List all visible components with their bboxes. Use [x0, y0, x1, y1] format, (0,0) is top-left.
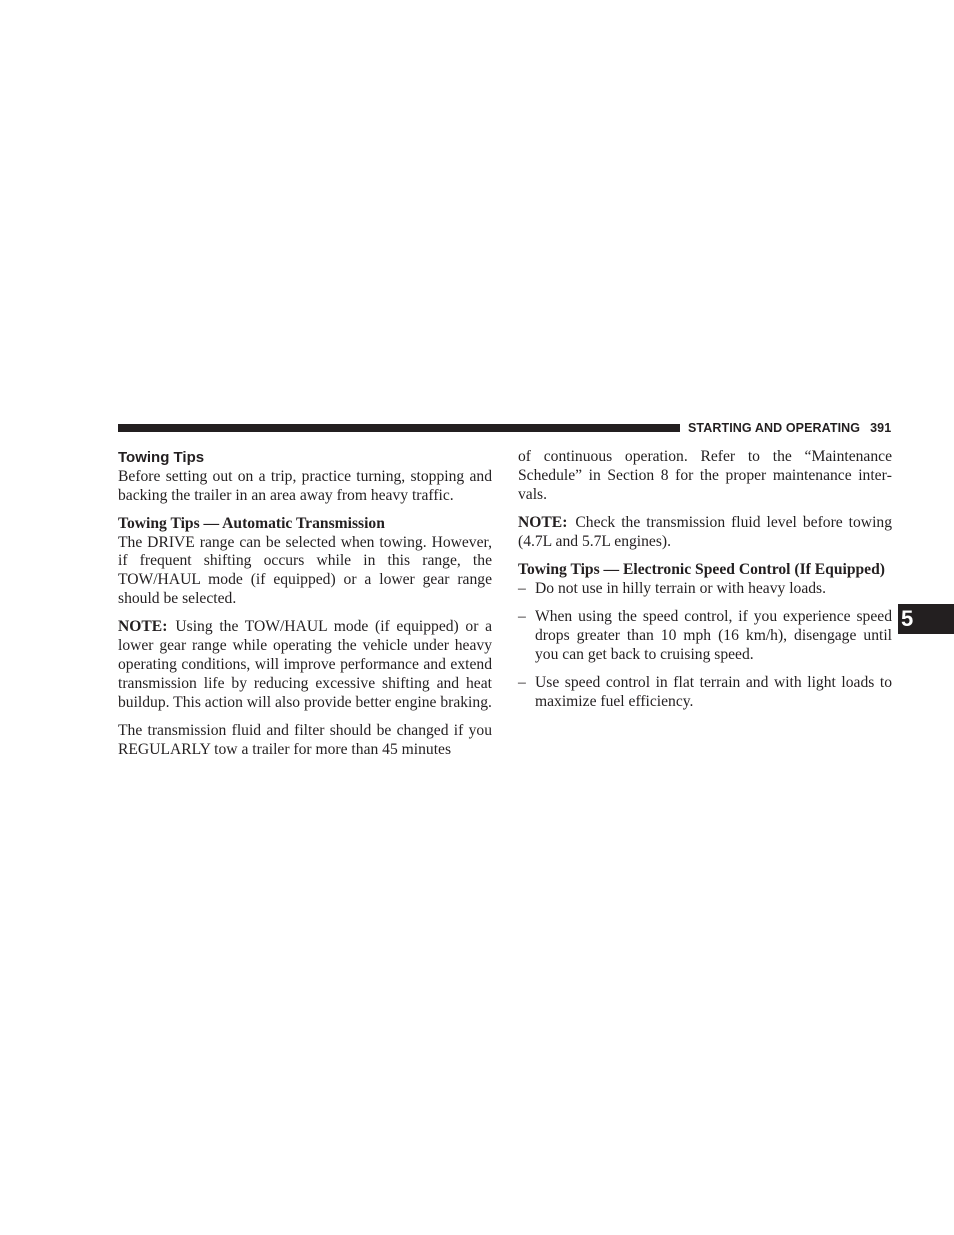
header-rule	[118, 424, 680, 432]
list-item-text: When using the speed control, if you experience speed drops greater than 10 mph (16 km/h), disengage until you can get back to cruising speed.	[535, 608, 892, 663]
note-label: NOTE:	[518, 513, 568, 531]
left-column	[118, 448, 492, 769]
continuation-paragraph: of continuous operation. Refer to the “Maintenance Schedule” in Section 8 for the proper maintenance intervals.	[518, 448, 892, 503]
right-column	[518, 448, 892, 721]
speed-control-heading: Towing Tips — Electronic Speed Control (If Equipped)	[518, 560, 885, 578]
automatic-transmission-heading: Towing Tips — Automatic Transmission	[118, 514, 385, 532]
list-item-text: Do not use in hilly terrain or with heavy loads.	[535, 579, 827, 597]
note-label: NOTE:	[118, 618, 168, 636]
tow-haul-note	[118, 618, 492, 712]
drive-range-paragraph: The DRIVE range can be selected when towing. However, if frequent shifting occurs while in this range, the TOW/HAUL mode (if equipped) or a lower gear range should be selected.	[118, 533, 492, 608]
towing-tips-heading: Towing Tips	[118, 449, 205, 466]
dash-marker: –	[518, 579, 526, 597]
list-item-text: Use speed control in flat terrain and with light loads to maximize fuel efficiency.	[535, 673, 892, 710]
speed-control-list	[518, 580, 892, 712]
fluid-level-note	[518, 514, 892, 552]
note-text: Using the TOW/HAUL mode (if equipped) or a lower gear range while operating the vehicle under heavy operating conditions, will improve performance and extend transmission life by reducing excessive shifting and heat buildup. This action will also provide better engine braking.	[118, 618, 492, 711]
dash-marker: –	[518, 608, 526, 626]
running-header	[688, 420, 892, 436]
list-item	[518, 580, 892, 599]
list-item	[518, 608, 892, 664]
chapter-number: 5	[901, 606, 914, 631]
section-title: STARTING AND OPERATING	[688, 421, 861, 435]
chapter-tab	[898, 604, 954, 634]
page-number: 391	[870, 421, 892, 435]
list-item	[518, 674, 892, 712]
dash-marker: –	[518, 673, 526, 691]
fluid-change-paragraph: The transmission fluid and filter should be changed if you REGULARLY tow a trailer for more than 45 minutes	[118, 721, 492, 758]
note-text: Check the transmission fluid level before towing (4.7L and 5.7L engines).	[518, 513, 892, 550]
intro-paragraph: Before setting out on a trip, practice turning, stopping and backing the trailer in an area away from heavy traffic.	[118, 467, 492, 504]
